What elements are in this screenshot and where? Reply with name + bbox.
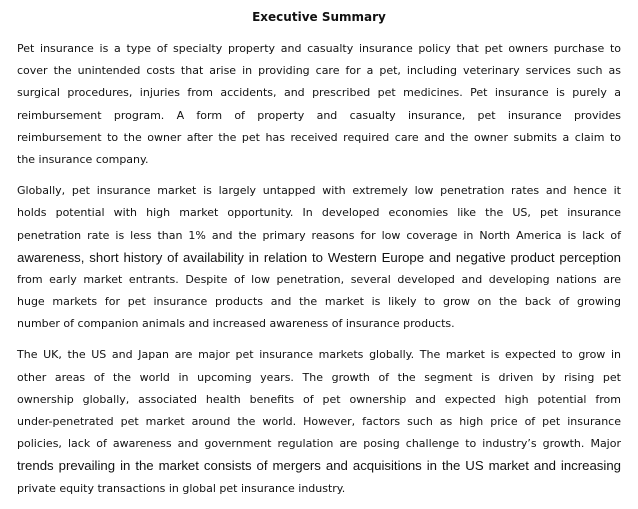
paragraph-line: under-penetrated pet market around the world. However, factors such as high price of pet insurance: [17, 415, 621, 428]
paragraph-line: cover the unintended costs that arise in providing care for a pet, including veterinary services such as: [17, 64, 621, 78]
paragraph-line: holds potential with high market opportunity. In developed economies like the US, pet insurance: [17, 206, 621, 220]
paragraph-3: [17, 344, 621, 499]
paragraph-line: awareness, short history of availability in relation to Western Europe and negative product perception: [17, 249, 621, 265]
paragraph-line: from early market entrants. Despite of low penetration, several developed and developing nations are: [17, 272, 621, 286]
paragraph-line: Pet insurance is a type of specialty property and casualty insurance policy that pet owners purchase to: [17, 42, 621, 55]
paragraph-line: number of companion animals and increased awareness of insurance products.: [17, 317, 455, 331]
document-title: Executive Summary: [252, 10, 386, 24]
paragraph-2: [17, 180, 621, 335]
paragraph-line: ownership globally, associated health benefits of pet ownership and expected high potential from: [17, 392, 621, 406]
paragraph-line: huge markets for pet insurance products and the market is likely to grow on the back of growing: [17, 295, 621, 309]
paragraph-line: policies, lack of awareness and government regulation are posing challenge to industry’s growth. Major: [17, 437, 621, 451]
document-page: [17, 8, 621, 509]
paragraph-line: the insurance company.: [17, 152, 149, 166]
paragraph-line: private equity transactions in global pet insurance industry.: [17, 481, 346, 495]
paragraph-line: trends prevailing in the market consists of mergers and acquisitions in the US market and increasing: [17, 458, 621, 474]
paragraph-line: reimbursement program. A form of property and casualty insurance, pet insurance provides: [17, 108, 621, 122]
paragraph-line: surgical procedures, injuries from accidents, and prescribed pet medicines. Pet insurance is purely a: [17, 86, 621, 100]
paragraph-line: Globally, pet insurance market is largely untapped with extremely low penetration rates and hence it: [17, 184, 621, 198]
paragraph-line: reimbursement to the owner after the pet has received required care and the owner submits a claim to: [17, 130, 621, 144]
paragraph-line: penetration rate is less than 1% and the primary reasons for low coverage in North America is lack of: [17, 228, 621, 242]
paragraph-line: other areas of the world in upcoming years. The growth of the segment is driven by rising pet: [17, 370, 621, 384]
paragraph-1: [17, 38, 621, 171]
paragraph-line: The UK, the US and Japan are major pet insurance markets globally. The market is expected to grow in: [17, 348, 621, 362]
